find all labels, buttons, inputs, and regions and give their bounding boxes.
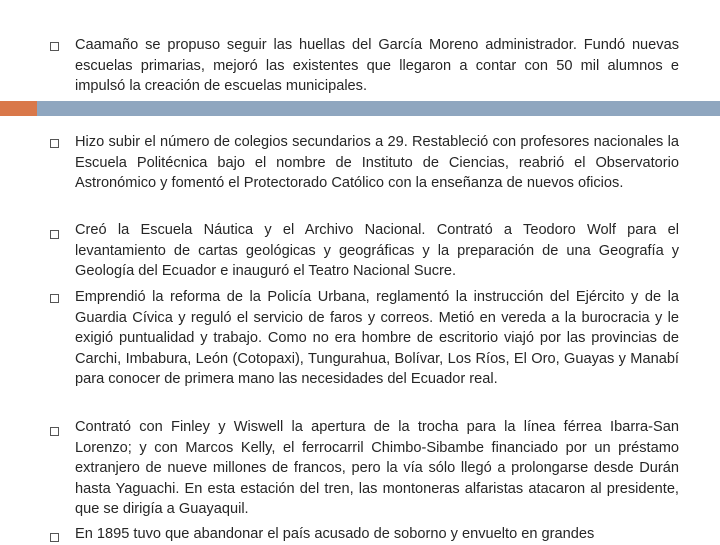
bullet-text: En 1895 tuvo que abandonar el país acusado de soborno y envuelto en grandes [75,526,595,542]
square-bullet-icon [50,42,59,51]
bullet-text: Contrató con Finley y Wiswell la apertura de la trocha para la línea férrea Ibarra-San Lorenzo; y con Marcos Kelly, el ferrocarril Chimbo-Sibambe financiado por un préstamo extranjero de nueve millones de francos, pero la vía sólo llegó a prolongarse desde Durán hasta Yaguachi. En esta estación del tren, las montoneras alfaristas atacaron al presidente, que se dirigía a Guayaquil. [75,419,679,518]
bullet-text: Caamaño se propuso seguir las huellas del García Moreno administrador. Fundó nuevas escuelas primarias, mejoró las existentes que llegaron a contar con 50 mil alumnos e impulsó la creación de escuelas municipales. [75,37,679,95]
bullet-text: Creó la Escuela Náutica y el Archivo Nacional. Contrató a Teodoro Wolf para el levantamiento de cartas geológicas y geográficas y la preparación de una Geografía y Geología del Ecuador e inauguró el Teatro Nacional Sucre. [75,222,679,280]
divider-accent-blue [37,101,720,116]
divider-accent-orange [0,101,37,116]
square-bullet-icon [50,230,59,239]
square-bullet-icon [50,427,59,436]
title-divider-bar [0,101,720,116]
bullet-text: Emprendió la reforma de la Policía Urbana, reglamentó la instrucción del Ejército y de la Guardia Cívica y reguló el servicio de faros y correos. Metió en vereda a la burocracia y le exigió puntualidad y trabajo. Como no era hombre de escritorio viajó por las provincias de Carchi, Imbabura, León (Cotopaxi), Tungurahua, Bolívar, Los Ríos, El Oro, Guayas y Manabí para conocer de primera mano las necesidades del Ecuador real. [75,289,679,388]
square-bullet-icon [50,533,59,542]
square-bullet-icon [50,294,59,303]
square-bullet-icon [50,139,59,148]
bullet-text: Hizo subir el número de colegios secundarios a 29. Restableció con profesores nacionales la Escuela Politécnica bajo el nombre de Instituto de Ciencias, reabrió el Observatorio Astronómico y fomentó el Protectorado Católico con la enseñanza de nuevos oficios. [75,134,679,192]
